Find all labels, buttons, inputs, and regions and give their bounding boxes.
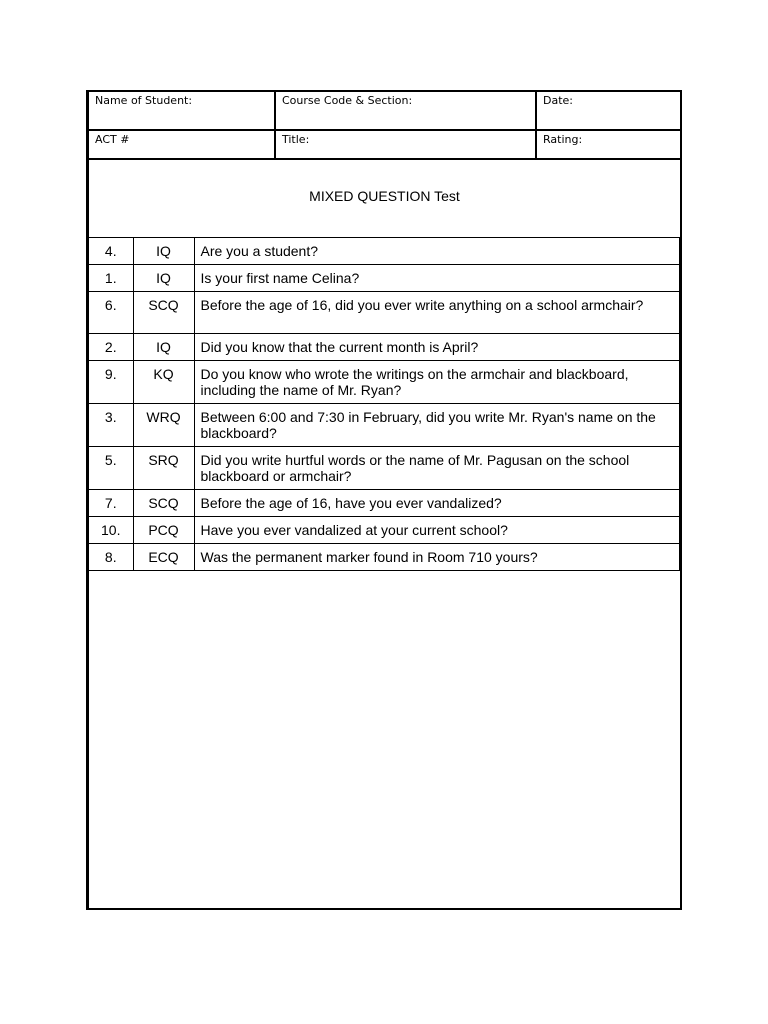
question-text: Did you write hurtful words or the name of Mr. Pagusan on the school blackboard or armchair? [194,447,679,490]
question-number: 9. [89,361,133,404]
question-text: Was the permanent marker found in Room 710 yours? [194,544,679,571]
course-code-section-field[interactable]: Course Code & Section: [275,92,536,130]
question-row [89,334,679,361]
question-row [89,490,679,517]
question-number: 4. [89,238,133,265]
question-number: 7. [89,490,133,517]
question-type: PCQ [133,517,194,544]
question-text: Between 6:00 and 7:30 in February, did you write Mr. Ryan's name on the blackboard? [194,404,679,447]
question-text: Have you ever vandalized at your current school? [194,517,679,544]
question-number: 3. [89,404,133,447]
question-row [89,447,679,490]
question-type: ECQ [133,544,194,571]
question-row [89,238,679,265]
questions-table [89,237,680,571]
question-text: Is your first name Celina? [194,265,679,292]
title-field[interactable]: Title: [275,130,536,159]
question-row [89,292,679,334]
question-type: IQ [133,265,194,292]
rating-field[interactable]: Rating: [536,130,680,159]
question-number: 10. [89,517,133,544]
question-type: IQ [133,238,194,265]
question-text: Before the age of 16, have you ever vandalized? [194,490,679,517]
name-of-student-field[interactable]: Name of Student: [89,92,275,130]
question-type: IQ [133,334,194,361]
question-text: Did you know that the current month is April? [194,334,679,361]
test-title: MIXED QUESTION Test [309,188,460,204]
question-number: 2. [89,334,133,361]
question-row [89,361,679,404]
question-type: SCQ [133,292,194,334]
question-type: KQ [133,361,194,404]
question-number: 8. [89,544,133,571]
question-type: SRQ [133,447,194,490]
question-type: WRQ [133,404,194,447]
student-info-header [89,92,680,160]
question-number: 1. [89,265,133,292]
question-text: Are you a student? [194,238,679,265]
act-number-field[interactable]: ACT # [89,130,275,159]
question-type: SCQ [133,490,194,517]
question-text: Do you know who wrote the writings on the armchair and blackboard, including the name of Mr. Ryan? [194,361,679,404]
test-sheet [86,90,682,910]
question-number: 5. [89,447,133,490]
question-row [89,265,679,292]
question-row [89,404,679,447]
question-number: 6. [89,292,133,334]
question-row [89,517,679,544]
question-row [89,544,679,571]
question-text: Before the age of 16, did you ever write anything on a school armchair? [194,292,679,334]
date-field[interactable]: Date: [536,92,680,130]
